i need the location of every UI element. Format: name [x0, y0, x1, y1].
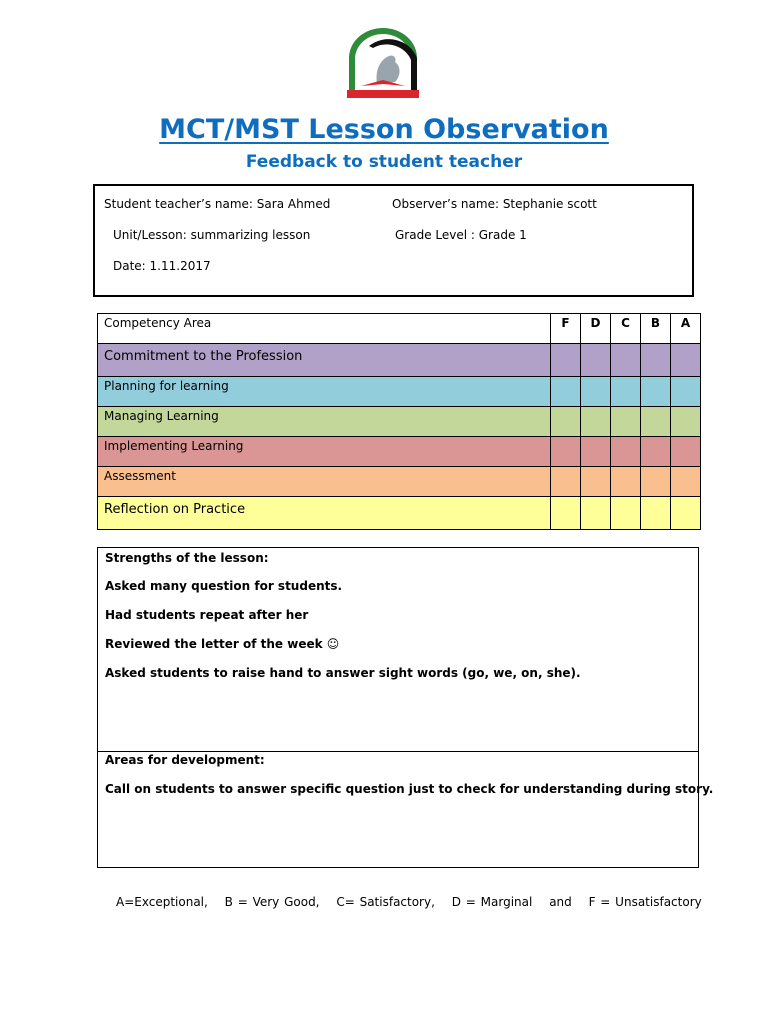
- competency-label: Assessment: [98, 467, 551, 497]
- strengths-heading: Strengths of the lesson:: [105, 551, 269, 565]
- competency-label: Planning for learning: [98, 377, 551, 407]
- legend-a: A=Exceptional,: [116, 895, 208, 909]
- rating-cell-b[interactable]: [641, 437, 671, 467]
- rating-cell-a[interactable]: [671, 467, 701, 497]
- rating-cell-a[interactable]: [671, 437, 701, 467]
- legend-b: B = Very Good,: [224, 895, 320, 909]
- rating-header-b: B: [641, 314, 671, 344]
- competency-row: [98, 437, 701, 467]
- competency-area-header: Competency Area: [98, 314, 551, 344]
- rating-cell-f[interactable]: [551, 497, 581, 530]
- rating-header-c: C: [611, 314, 641, 344]
- competency-row: [98, 407, 701, 437]
- student-name-field: Student teacher’s name: Sara Ahmed: [104, 197, 331, 211]
- rating-cell-d[interactable]: [581, 377, 611, 407]
- competency-label: Implementing Learning: [98, 437, 551, 467]
- legend-d: D = Marginal: [451, 895, 533, 909]
- legend-and: and: [549, 895, 572, 909]
- legend-f: F = Unsatisfactory: [588, 895, 702, 909]
- rating-cell-c[interactable]: [611, 467, 641, 497]
- unit-lesson-field: Unit/Lesson: summarizing lesson: [113, 228, 311, 242]
- rating-cell-d[interactable]: [581, 497, 611, 530]
- competency-row: [98, 497, 701, 530]
- rating-cell-f[interactable]: [551, 467, 581, 497]
- institution-logo: [345, 26, 421, 102]
- development-heading: Areas for development:: [105, 753, 265, 767]
- rating-cell-b[interactable]: [641, 377, 671, 407]
- rating-cell-f[interactable]: [551, 407, 581, 437]
- rating-cell-b[interactable]: [641, 497, 671, 530]
- rating-legend: [116, 895, 714, 909]
- date-field: Date: 1.11.2017: [113, 259, 211, 273]
- competency-label: Managing Learning: [98, 407, 551, 437]
- rating-cell-c[interactable]: [611, 344, 641, 377]
- rating-cell-b[interactable]: [641, 467, 671, 497]
- competency-row: [98, 377, 701, 407]
- rating-cell-a[interactable]: [671, 497, 701, 530]
- rating-cell-c[interactable]: [611, 407, 641, 437]
- comments-box: [97, 547, 714, 868]
- rating-cell-c[interactable]: [611, 437, 641, 467]
- page-subtitle: Feedback to student teacher: [245, 152, 523, 172]
- observer-name-field: Observer’s name: Stephanie scott: [392, 197, 597, 211]
- rating-cell-b[interactable]: [641, 344, 671, 377]
- rating-cell-c[interactable]: [611, 377, 641, 407]
- competency-row: [98, 344, 701, 377]
- rating-cell-d[interactable]: [581, 344, 611, 377]
- grade-level-field: Grade Level : Grade 1: [395, 228, 527, 242]
- rating-cell-f[interactable]: [551, 437, 581, 467]
- competency-row: [98, 467, 701, 497]
- rating-cell-f[interactable]: [551, 344, 581, 377]
- legend-c: C= Satisfactory,: [336, 895, 435, 909]
- strength-item: Had students repeat after her: [105, 608, 309, 622]
- rating-cell-a[interactable]: [671, 377, 701, 407]
- rating-cell-b[interactable]: [641, 407, 671, 437]
- rating-cell-f[interactable]: [551, 377, 581, 407]
- development-item: Call on students to answer specific question just to check for understanding during story.: [105, 782, 714, 796]
- strength-item: Reviewed the letter of the week ☺: [105, 637, 340, 651]
- rating-cell-a[interactable]: [671, 344, 701, 377]
- page-title: MCT/MST Lesson Observation: [159, 114, 609, 145]
- rating-cell-d[interactable]: [581, 467, 611, 497]
- competency-table: [97, 313, 701, 530]
- rating-cell-c[interactable]: [611, 497, 641, 530]
- rating-cell-d[interactable]: [581, 407, 611, 437]
- section-divider: [98, 751, 698, 752]
- rating-header-a: A: [671, 314, 701, 344]
- competency-header-row: [98, 314, 701, 344]
- rating-header-d: D: [581, 314, 611, 344]
- competency-label: Reflection on Practice: [98, 497, 551, 530]
- strength-item: Asked students to raise hand to answer sight words (go, we, on, she).: [105, 666, 581, 680]
- rating-cell-a[interactable]: [671, 407, 701, 437]
- rating-cell-d[interactable]: [581, 437, 611, 467]
- competency-label: Commitment to the Profession: [98, 344, 551, 377]
- strength-item: Asked many question for students.: [105, 579, 343, 593]
- lesson-info-box: [93, 184, 694, 297]
- rating-header-f: F: [551, 314, 581, 344]
